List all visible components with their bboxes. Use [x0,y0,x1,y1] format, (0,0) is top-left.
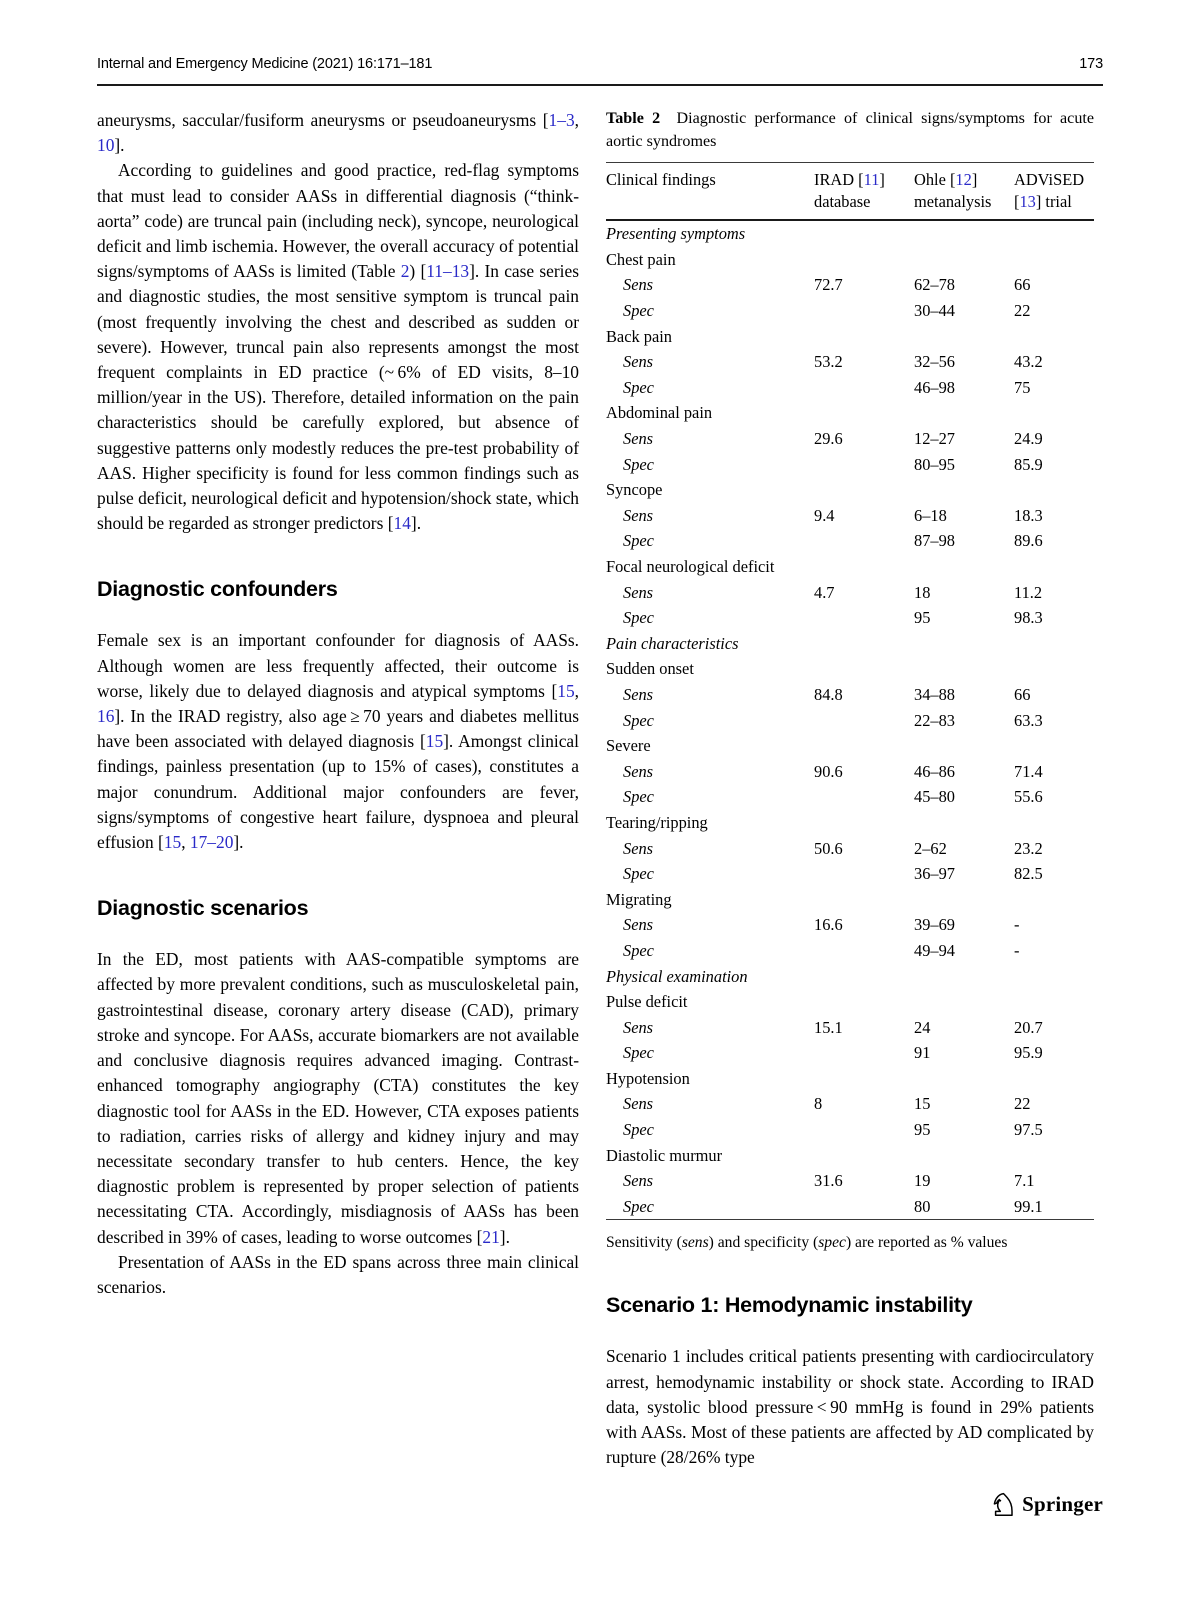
cell-irad [814,810,914,836]
cell-advised: 18.3 [1014,505,1043,525]
springer-logo [992,1492,1103,1517]
cell-ohle [914,324,1014,350]
row-item-label: Pulse deficit [606,992,688,1012]
col-header-irad [814,163,914,221]
cell-irad [814,375,914,401]
cell-ohle [914,963,1014,989]
cell-irad [814,298,914,324]
springer-knight-icon [992,1492,1015,1517]
table-row [606,477,1094,503]
cell-advised: 66 [1014,275,1031,295]
cell-ohle [914,810,1014,836]
table-caption-text: Diagnostic performance of clinical signs/symptoms for acute aortic syndromes [606,110,1094,150]
row-group-label: Presenting symptoms [606,224,746,244]
text-run: ) are reported as % values [845,1234,1008,1252]
cell-ohle: 49–94 [914,940,955,960]
header-line: IRAD [ [814,170,864,190]
citation-ref[interactable]: 14 [393,513,411,534]
cell-advised [1014,220,1094,247]
cell-advised: 99.1 [1014,1196,1043,1216]
cell-advised [1014,477,1094,503]
cell-advised: 22 [1014,1094,1031,1114]
cell-advised [1014,554,1094,580]
row-stat-label: Spec [623,454,654,474]
text-run: In the ED, most patients with AAS-compatible symptoms are affected by more prevalent conditions, such as musculoskeletal pain, gastrointestinal disease, coronary artery disease (CAD), primary stroke and syncope. For AASs, accurate biomarkers are not available and conclusive diagnosis requires advanced imaging. Contrast-enhanced tomography angiography (CTA) constitutes the key diagnostic tool for AASs in the ED. However, CTA exposes patients to radiation, carries risks of allergy and kidney injury and may necessitate secondary transfer to hub centers. Hence, the key diagnostic problem is represented by proper selection of patients necessitating CTA. Accordingly, misdiagnosis of AASs has been described in 39% of cases, leading to worse outcomes [ [97,949,579,1247]
table-ref[interactable]: 2 [400,261,410,282]
cell-advised: 85.9 [1014,454,1043,474]
journal-citation: Internal and Emergency Medicine (2021) 16:171–181 [97,56,433,72]
citation-ref[interactable]: 1–3 [548,110,575,130]
cell-advised [1014,656,1094,682]
table-row [606,912,1094,938]
cell-ohle: 18 [914,582,931,602]
table-row [606,656,1094,682]
row-stat-label: Spec [623,1120,654,1140]
cell-irad [814,784,914,810]
cell-irad: 29.6 [814,429,843,449]
cell-advised [1014,1066,1094,1092]
right-column [606,108,1094,1470]
table-row [606,784,1094,810]
running-head [97,56,1103,72]
paragraph-confounders [97,628,579,855]
table-row [606,989,1094,1015]
row-stat-label: Spec [623,940,654,960]
paragraph-redflag [97,158,579,536]
text-run-italic: sens [681,1234,709,1252]
table-row [606,835,1094,861]
text-run: ) [ [409,261,427,282]
cell-ohle: 46–98 [914,377,955,397]
cell-ohle [914,220,1014,247]
cell-ohle [914,554,1014,580]
citation-ref[interactable]: 15 [557,680,575,701]
cell-ohle [914,887,1014,913]
table-row [606,324,1094,350]
row-item-label: Tearing/ripping [606,812,708,832]
cell-ohle: 6–18 [914,505,947,525]
table-row [606,759,1094,785]
cell-ohle: 91 [914,1043,931,1063]
citation-ref[interactable]: 15 [425,731,444,752]
cell-advised: 63.3 [1014,710,1043,730]
cell-ohle: 12–27 [914,429,955,449]
cell-irad [814,247,914,273]
cell-advised: 66 [1014,684,1031,704]
text-run: ]. In the IRAD registry, also age ≥ 70 years and diabetes mellitus have been associated with delayed diagnosis [ [97,706,579,752]
cell-irad [814,324,914,350]
cell-ohle: 95 [914,1120,931,1140]
text-run-italic: spec [818,1234,846,1252]
cell-ohle: 2–62 [914,838,947,858]
table-row [606,1015,1094,1041]
cell-advised: 75 [1014,377,1031,397]
cell-irad [814,1066,914,1092]
text-run: aneurysms, saccular/fusiform aneurysms or pseudoaneurysms [ [97,110,549,130]
citation-ref[interactable]: 21 [482,1226,500,1247]
cell-ohle [914,247,1014,273]
cell-advised [1014,989,1094,1015]
table-row [606,247,1094,273]
paragraph-presentation: Presentation of AASs in the ED spans across three main clinical scenarios. [97,1251,579,1297]
table-row [606,375,1094,401]
cell-irad [814,1143,914,1169]
cell-advised [1014,631,1094,657]
cell-irad [814,220,914,247]
table-row [606,452,1094,478]
table-row [606,1040,1094,1066]
cell-advised: - [1014,915,1020,935]
cell-irad [814,1194,914,1220]
cell-ohle: 36–97 [914,864,955,884]
paragraph-continued [97,108,579,158]
citation-ref[interactable]: 11–13 [426,261,470,282]
cell-ohle [914,631,1014,657]
row-stat-label: Spec [623,1196,654,1216]
cell-advised: 55.6 [1014,787,1043,807]
row-stat-label: Spec [623,864,654,884]
page-number: 173 [1079,56,1103,72]
text-run: , [574,680,579,701]
cell-advised: 97.5 [1014,1120,1043,1140]
col-header-clinical-findings [606,163,814,221]
row-item-label: Focal neurological deficit [606,557,775,576]
text-run: , [574,110,579,130]
row-stat-label: Spec [623,1043,654,1063]
cell-irad [814,477,914,503]
cell-irad [814,528,914,554]
paragraph-scenario1: Scenario 1 includes critical patients presenting with cardiocirculatory arrest, hemodynamic instability or shock state. According to IRAD data, systolic blood pressure < 90 mmHg is found in 29% patients with AASs. Most of these patients are affected by AD complicated by rupture (28/26% type [606,1346,1094,1468]
header-line: database [814,191,871,211]
table-row [606,503,1094,529]
row-stat-label: Sens [623,1171,654,1191]
cell-ohle [914,1066,1014,1092]
text-run: Sensitivity ( [606,1234,682,1252]
header-line: ADViSED [1014,170,1085,190]
row-stat-label: Sens [623,582,654,602]
cell-advised: 89.6 [1014,531,1043,551]
table-row [606,298,1094,324]
springer-wordmark: Springer [1022,1492,1103,1516]
cell-irad: 9.4 [814,505,835,525]
row-stat-label: Spec [623,301,654,321]
cell-irad [814,605,914,631]
cell-irad [814,400,914,426]
row-item-label: Sudden onset [606,659,694,679]
table-row [606,272,1094,298]
header-line: ] trial [1035,191,1072,211]
row-item-label: Syncope [606,480,663,500]
cell-advised: 7.1 [1014,1171,1035,1191]
table-row [606,631,1094,657]
cell-ohle [914,400,1014,426]
row-group-label: Physical examination [606,966,748,986]
cell-ohle: 24 [914,1017,931,1037]
cell-irad: 50.6 [814,838,843,858]
row-stat-label: Sens [623,684,654,704]
citation-ref[interactable]: 16 [97,706,115,727]
cell-irad [814,887,914,913]
row-stat-label: Spec [623,531,654,551]
cell-advised [1014,733,1094,759]
table-row [606,810,1094,836]
table-row [606,1117,1094,1143]
header-line: Clinical findings [606,170,716,190]
cell-ohle: 34–88 [914,684,955,704]
cell-irad [814,861,914,887]
row-stat-label: Spec [623,608,654,628]
cell-irad [814,733,914,759]
cell-ohle: 62–78 [914,275,955,295]
table-2 [606,162,1094,1220]
table-row [606,554,1094,580]
cell-ohle [914,477,1014,503]
heading-diagnostic-confounders: Diagnostic confounders [97,577,338,602]
header-line: metanalysis [914,191,992,211]
cell-advised: 20.7 [1014,1017,1043,1037]
cell-ohle: 19 [914,1171,931,1191]
cell-irad: 31.6 [814,1171,843,1191]
cell-irad: 4.7 [814,582,835,602]
cell-irad [814,656,914,682]
col-header-ohle [914,163,1014,221]
cell-advised [1014,400,1094,426]
table-note [606,1232,1094,1254]
cell-irad [814,989,914,1015]
cell-ohle: 22–83 [914,710,955,730]
table-caption [606,108,1094,153]
text-run: ]. [499,1226,510,1247]
cell-advised [1014,247,1094,273]
row-item-label: Back pain [606,326,672,346]
table-row [606,220,1094,247]
text-run: ]. [410,513,422,534]
row-item-label: Hypotension [606,1068,690,1088]
text-run: ]. In case series and diagnostic studies, the most sensitive symptom is truncal pain (most frequently involving the chest and described as sudden or severe). However, truncal pain also represents amongst the most frequent complaints in ED practice (~ 6% of ED visits, 8–10 million/year in the US). Therefore, detailed information on the pain characteristics should be carefully explored, but absence of suggestive patterns only modestly reduces the pre-test probability of AAS. Higher specificity is found for less common findings such as pulse deficit, neurological deficit and hypotension/shock state, which should be regarded as stronger predictors [ [97,261,579,534]
table-row [606,605,1094,631]
cell-irad [814,938,914,964]
cell-advised: 11.2 [1014,582,1043,602]
cell-ohle: 95 [914,608,931,628]
row-stat-label: Sens [623,505,654,525]
heading-diagnostic-scenarios: Diagnostic scenarios [97,896,309,921]
cell-ohle: 39–69 [914,915,955,935]
table-row [606,963,1094,989]
text-run: ]. Amongst clinical findings, painless presentation (up to 15% of cases), constitutes a major conundrum. Additional major confounders are fever, signs/symptoms of congestive heart failure, dyspnoea and pleural effusion [ [97,731,579,853]
row-item-label: Diastolic murmur [606,1145,723,1165]
cell-advised: 43.2 [1014,352,1043,372]
table-row [606,1143,1094,1169]
text-run: Female sex is an important confounder for diagnosis of AASs. Although women are less frequently affected, their outcome is worse, likely due to delayed diagnosis and atypical symptoms [ [97,630,579,701]
table-header-row [606,163,1094,221]
cell-irad: 84.8 [814,684,843,704]
row-stat-label: Sens [623,352,654,372]
cell-irad [814,1040,914,1066]
table-row [606,1168,1094,1194]
cell-ohle: 32–56 [914,352,955,372]
table-row [606,1194,1094,1220]
row-stat-label: Spec [623,710,654,730]
cell-ohle: 87–98 [914,531,955,551]
cell-advised: 82.5 [1014,864,1043,884]
cell-ohle: 15 [914,1094,931,1114]
row-stat-label: Sens [623,1017,654,1037]
cell-irad: 8 [814,1094,823,1114]
cell-ohle: 46–86 [914,761,955,781]
cell-advised [1014,887,1094,913]
cell-irad [814,1117,914,1143]
table-row [606,580,1094,606]
cell-irad: 16.6 [814,915,843,935]
cell-irad [814,631,914,657]
row-item-label: Migrating [606,889,672,909]
cell-advised: 98.3 [1014,608,1043,628]
table-body [606,220,1094,1220]
row-item-label: Abdominal pain [606,403,713,423]
left-column [97,108,579,1300]
table-row [606,733,1094,759]
header-line: ] [879,170,885,190]
table-row [606,400,1094,426]
cell-ohle [914,989,1014,1015]
table-row [606,707,1094,733]
header-rule [97,84,1103,86]
cell-irad: 72.7 [814,275,843,295]
table-row [606,528,1094,554]
text-run: ]. [233,832,244,853]
cell-irad: 53.2 [814,352,843,372]
text-run: ) and specificity ( [708,1234,819,1252]
table-row [606,938,1094,964]
row-stat-label: Sens [623,761,654,781]
cell-ohle [914,733,1014,759]
citation-ref[interactable]: 12 [955,170,972,190]
row-stat-label: Spec [623,377,654,397]
citation-ref[interactable]: 10 [97,135,115,156]
header-line: ] [971,170,978,190]
col-header-advised: ADViSED [13] trial [1014,170,1085,211]
cell-ohle [914,656,1014,682]
table-label: Table 2 [606,110,661,127]
cell-irad [814,963,914,989]
row-item-label: Chest pain [606,249,676,269]
cell-advised: 23.2 [1014,838,1043,858]
header-line: Ohle [ [914,170,956,190]
cell-advised [1014,963,1094,989]
cell-ohle [914,1143,1014,1169]
cell-advised [1014,324,1094,350]
row-stat-label: Sens [623,915,654,935]
cell-advised: 95.9 [1014,1043,1043,1063]
table-head [606,163,1094,221]
cell-irad: 90.6 [814,761,843,781]
paragraph-scenarios [97,947,579,1249]
cell-irad [814,554,914,580]
table-row [606,861,1094,887]
row-group-label: Pain characteristics [606,633,739,653]
table-row [606,1066,1094,1092]
cell-ohle: 80 [914,1196,931,1216]
table-row [606,349,1094,375]
citation-ref[interactable]: 15 [163,832,182,853]
row-stat-label: Spec [623,787,654,807]
cell-ohle: 30–44 [914,301,955,321]
text-run: ]. [114,135,125,156]
row-stat-label: Sens [623,1094,654,1114]
cell-ohle: 45–80 [914,787,955,807]
cell-irad [814,707,914,733]
table-row [606,1091,1094,1117]
table-row [606,426,1094,452]
cell-advised: - [1014,940,1020,960]
row-item-label: Severe [606,736,651,756]
row-stat-label: Sens [623,429,654,449]
citation-ref[interactable]: 13 [1019,191,1036,211]
cell-ohle: 80–95 [914,454,955,474]
text-run: , [181,832,190,853]
citation-ref[interactable]: 17–20 [189,832,234,853]
cell-advised [1014,810,1094,836]
table-row [606,682,1094,708]
row-stat-label: Sens [623,275,654,295]
table-row [606,887,1094,913]
cell-advised: 71.4 [1014,761,1043,781]
row-stat-label: Sens [623,838,654,858]
heading-scenario-1: Scenario 1: Hemodynamic instability [606,1293,973,1318]
cell-irad [814,452,914,478]
cell-advised [1014,1143,1094,1169]
cell-irad: 15.1 [814,1017,843,1037]
citation-ref[interactable]: 11 [863,170,880,190]
cell-advised: 24.9 [1014,429,1043,449]
text-run: According to guidelines and good practice, red-flag symptoms that must lead to consider AASs in differential diagnosis (“think-aorta” code) are truncal pain (including neck), syncope, neurological deficit and limb ischemia. However, the overall accuracy of potential signs/symptoms of AASs is limited (Table [97,160,579,282]
cell-advised: 22 [1014,301,1031,321]
